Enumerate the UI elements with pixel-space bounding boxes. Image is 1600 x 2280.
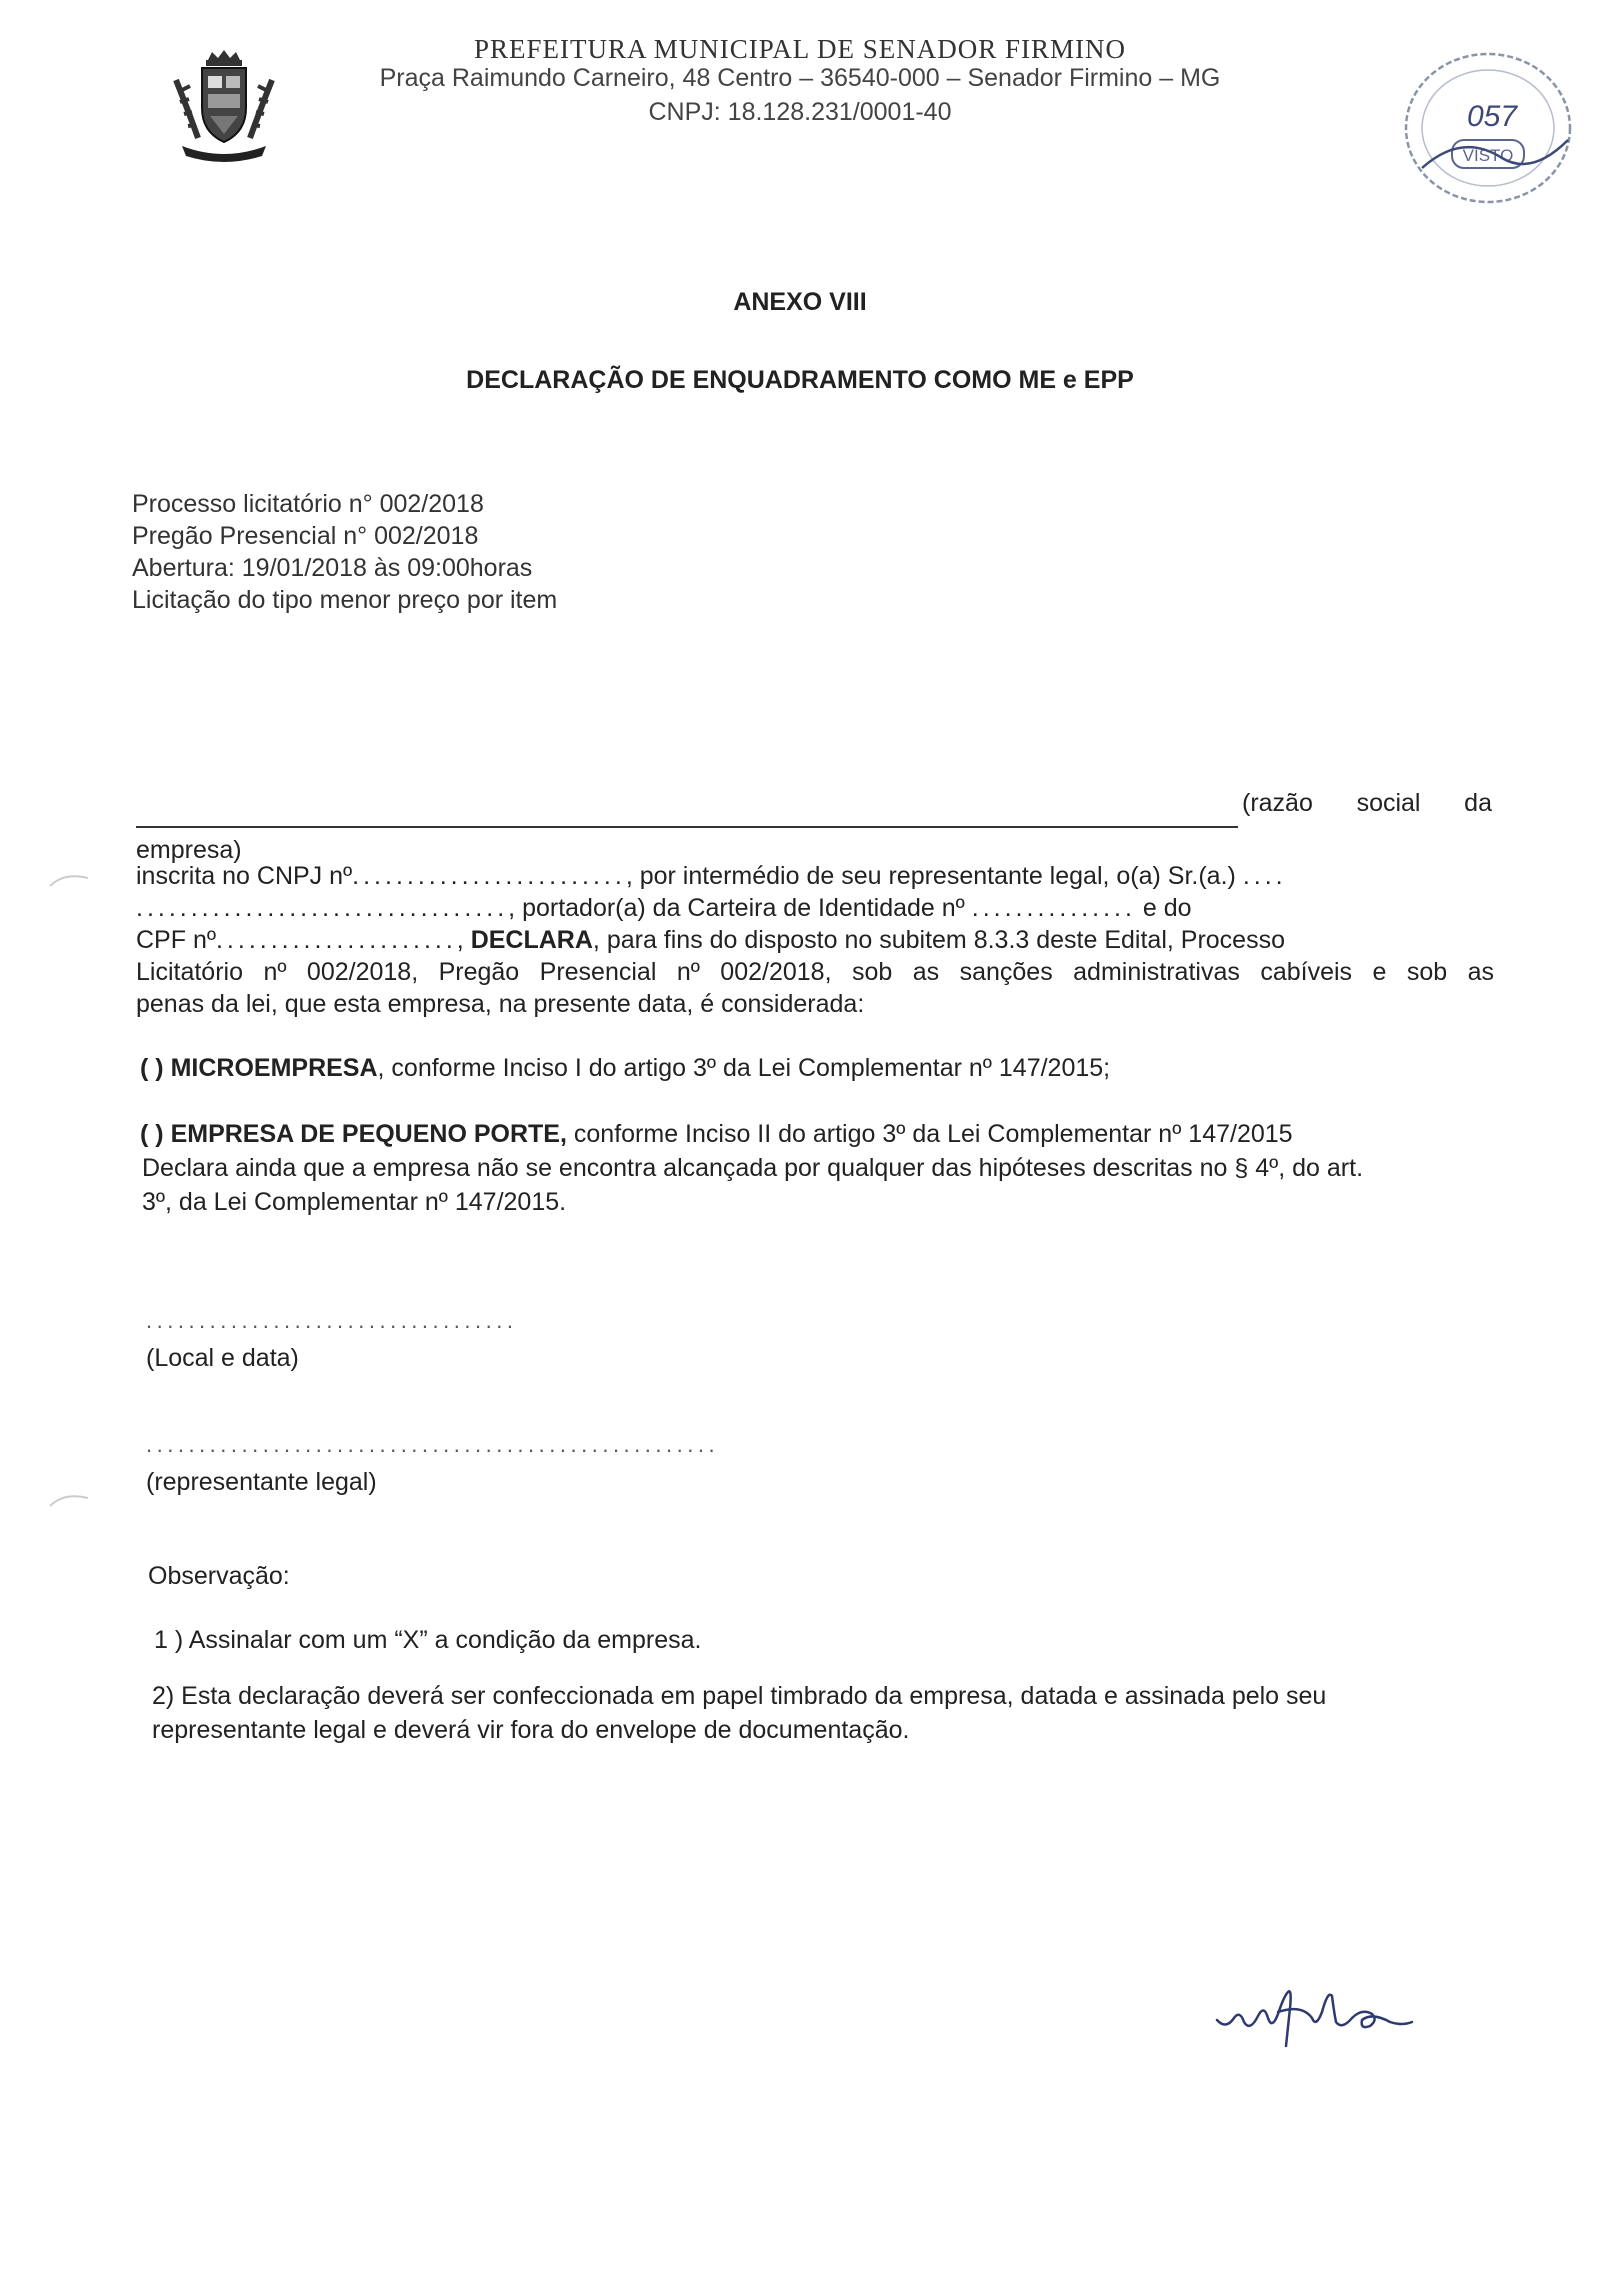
option-epp: ( ) EMPRESA DE PEQUENO PORTE, conforme Inciso II do artigo 3º da Lei Complementar nº 147/2015: [140, 1120, 1293, 1148]
municipality-cnpj: CNPJ: 18.128.231/0001-40: [648, 98, 952, 126]
body-line-cpf: CPF nº......................, DECLARA, para fins do disposto no subitem 8.3.3 deste Edital, Processo: [136, 926, 1285, 954]
body-line-licitatorio: Licitatório nº 002/2018, Pregão Presencial nº 002/2018, sob as sanções administrativas cabíveis e sob as: [136, 958, 1494, 986]
empresa-text: empresa): [136, 836, 242, 864]
representative-label: (representante legal): [146, 1468, 377, 1496]
stamp-number: 057: [1466, 100, 1518, 133]
observation-item-2-line1: 2) Esta declaração deverá ser confeccionada em papel timbrado da empresa, datada e assinada pelo seu: [152, 1682, 1327, 1710]
municipality-title: PREFEITURA MUNICIPAL DE SENADOR FIRMINO: [473, 34, 1127, 64]
bid-type: Licitação do tipo menor preço por item: [132, 586, 558, 614]
opening-date: Abertura: 19/01/2018 às 09:00horas: [132, 554, 533, 582]
observation-label: Observação:: [148, 1562, 290, 1590]
process-number: Processo licitatório n° 002/2018: [132, 490, 484, 518]
company-name-blank: [136, 826, 1238, 828]
margin-mark-bottom: [46, 1484, 96, 1524]
margin-mark-top: [46, 864, 96, 904]
observation-item-1: 1 ) Assinalar com um “X” a condição da empresa.: [154, 1626, 702, 1654]
declara-ainda-line1: Declara ainda que a empresa não se encontra alcançada por qualquer das hipóteses descritas no § 4º, do art.: [142, 1154, 1364, 1182]
observation-item-2-line2: representante legal e deverá vir fora do envelope de documentação.: [152, 1716, 910, 1744]
declara-ainda-line2: 3º, da Lei Complementar nº 147/2015.: [142, 1188, 567, 1216]
body-line-cnpj: inscrita no CNPJ nº........................., por intermédio de seu representante legal, o(a) Sr.(a.) ....: [136, 862, 1287, 890]
process-info: [132, 488, 557, 616]
razao-social-label: (razão social da: [1242, 789, 1492, 817]
local-date-dots: ...................................: [146, 1308, 518, 1333]
body-line-identity: .................................., portador(a) da Carteira de Identidade nº ............... e do: [136, 894, 1192, 922]
body-line-penas: penas da lei, que esta empresa, na presente data, é considerada:: [136, 990, 865, 1018]
municipality-address: Praça Raimundo Carneiro, 48 Centro – 36540-000 – Senador Firmino – MG: [379, 64, 1221, 92]
stamp-visto: VISTO: [1462, 146, 1514, 165]
local-date-label: (Local e data): [146, 1344, 299, 1372]
annex-heading: ANEXO VIII: [733, 288, 867, 316]
protocol-stamp: [1392, 40, 1588, 216]
pregao-number: Pregão Presencial n° 002/2018: [132, 522, 479, 550]
document-title: DECLARAÇÃO DE ENQUADRAMENTO COMO ME e EPP: [466, 366, 1134, 394]
option-microempresa: ( ) MICROEMPRESA, conforme Inciso I do artigo 3º da Lei Complementar nº 147/2015;: [140, 1054, 1111, 1082]
handwritten-initials: [1212, 1968, 1422, 2048]
representative-dots: ......................................................: [146, 1432, 720, 1457]
